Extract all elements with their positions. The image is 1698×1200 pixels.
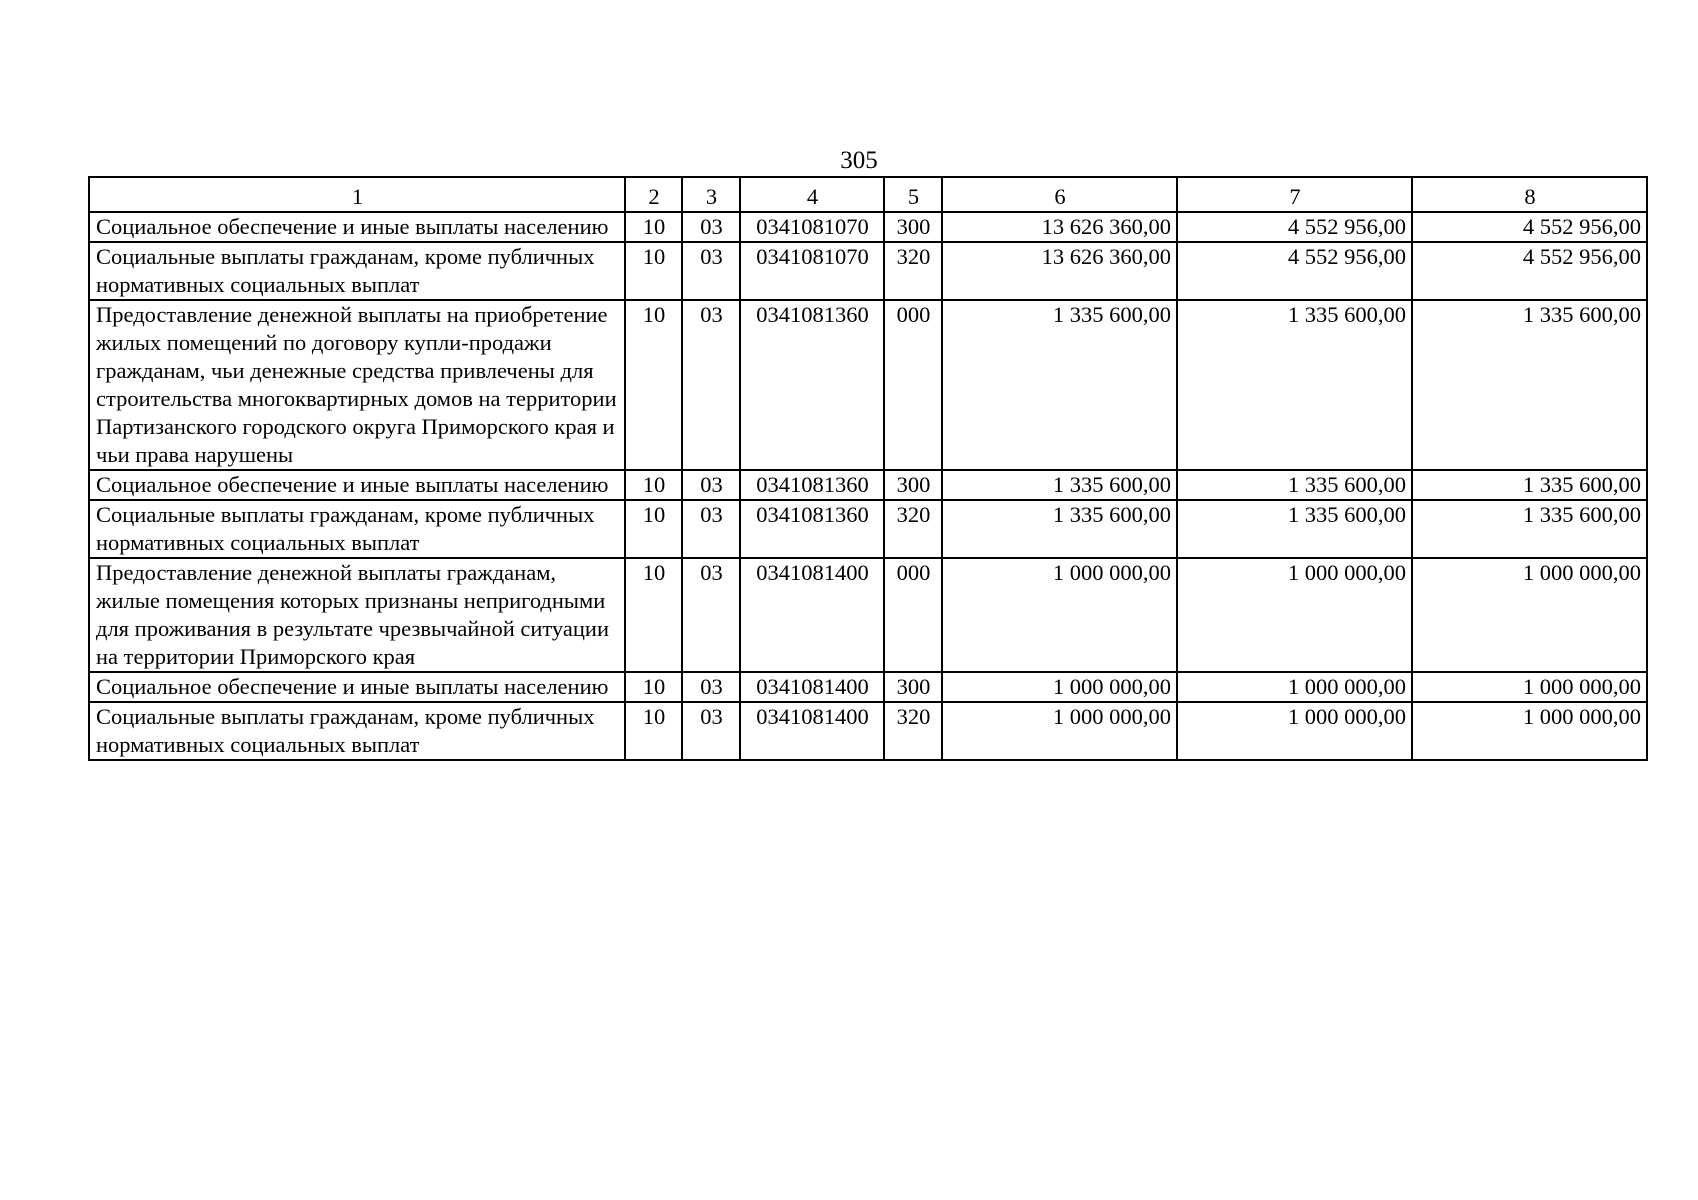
amount-col-6: 1 335 600,00 xyxy=(942,470,1177,500)
subsection-code: 03 xyxy=(682,300,740,470)
expense-name: Социальное обеспечение и иные выплаты населению xyxy=(89,672,625,702)
expense-type-code: 320 xyxy=(884,500,942,558)
target-article-code: 0341081360 xyxy=(740,470,884,500)
target-article-code: 0341081070 xyxy=(740,212,884,242)
table-row xyxy=(89,212,1647,242)
expense-name: Социальные выплаты гражданам, кроме публичных нормативных социальных выплат xyxy=(89,242,625,300)
section-code: 10 xyxy=(625,212,682,242)
expense-name: Предоставление денежной выплаты на приобретение жилых помещений по договору купли-продажи гражданам, чьи денежные средства привлечены для строительства многоквартирных домов на территории Партизанского городского округа Приморского края и чьи права нарушены xyxy=(89,300,625,470)
amount-col-6: 1 000 000,00 xyxy=(942,672,1177,702)
header-col-5: 5 xyxy=(884,177,942,212)
amount-col-6: 1 000 000,00 xyxy=(942,558,1177,672)
header-col-3: 3 xyxy=(682,177,740,212)
amount-col-6: 1 335 600,00 xyxy=(942,500,1177,558)
amount-col-7: 4 552 956,00 xyxy=(1177,212,1412,242)
expense-name: Социальные выплаты гражданам, кроме публичных нормативных социальных выплат xyxy=(89,500,625,558)
amount-col-8: 4 552 956,00 xyxy=(1412,242,1647,300)
section-code: 10 xyxy=(625,702,682,760)
expense-name: Предоставление денежной выплаты гражданам, жилые помещения которых признаны непригодными для проживания в результате чрезвычайной ситуации на территории Приморского края xyxy=(89,558,625,672)
amount-col-7: 1 335 600,00 xyxy=(1177,300,1412,470)
expense-type-code: 320 xyxy=(884,242,942,300)
expense-type-code: 000 xyxy=(884,300,942,470)
amount-col-8: 1 000 000,00 xyxy=(1412,702,1647,760)
header-col-4: 4 xyxy=(740,177,884,212)
section-code: 10 xyxy=(625,672,682,702)
subsection-code: 03 xyxy=(682,702,740,760)
amount-col-7: 1 335 600,00 xyxy=(1177,500,1412,558)
target-article-code: 0341081360 xyxy=(740,500,884,558)
amount-col-7: 1 000 000,00 xyxy=(1177,672,1412,702)
header-col-8: 8 xyxy=(1412,177,1647,212)
subsection-code: 03 xyxy=(682,672,740,702)
target-article-code: 0341081400 xyxy=(740,558,884,672)
expense-type-code: 320 xyxy=(884,702,942,760)
expense-name: Социальное обеспечение и иные выплаты населению xyxy=(89,212,625,242)
subsection-code: 03 xyxy=(682,558,740,672)
amount-col-6: 13 626 360,00 xyxy=(942,242,1177,300)
page-number: 305 xyxy=(840,147,878,174)
amount-col-7: 1 000 000,00 xyxy=(1177,702,1412,760)
table-row xyxy=(89,702,1647,760)
amount-col-8: 1 335 600,00 xyxy=(1412,300,1647,470)
header-col-1: 1 xyxy=(89,177,625,212)
subsection-code: 03 xyxy=(682,470,740,500)
expense-type-code: 300 xyxy=(884,212,942,242)
subsection-code: 03 xyxy=(682,242,740,300)
amount-col-8: 1 335 600,00 xyxy=(1412,500,1647,558)
header-col-7: 7 xyxy=(1177,177,1412,212)
amount-col-6: 13 626 360,00 xyxy=(942,212,1177,242)
amount-col-7: 1 000 000,00 xyxy=(1177,558,1412,672)
expense-type-code: 300 xyxy=(884,672,942,702)
amount-col-8: 1 335 600,00 xyxy=(1412,470,1647,500)
section-code: 10 xyxy=(625,500,682,558)
target-article-code: 0341081400 xyxy=(740,672,884,702)
header-col-6: 6 xyxy=(942,177,1177,212)
expense-name: Социальные выплаты гражданам, кроме публичных нормативных социальных выплат xyxy=(89,702,625,760)
section-code: 10 xyxy=(625,470,682,500)
amount-col-6: 1 000 000,00 xyxy=(942,702,1177,760)
subsection-code: 03 xyxy=(682,212,740,242)
table-row xyxy=(89,242,1647,300)
amount-col-8: 1 000 000,00 xyxy=(1412,672,1647,702)
table-row xyxy=(89,470,1647,500)
amount-col-7: 1 335 600,00 xyxy=(1177,470,1412,500)
amount-col-8: 4 552 956,00 xyxy=(1412,212,1647,242)
amount-col-7: 4 552 956,00 xyxy=(1177,242,1412,300)
table-row xyxy=(89,672,1647,702)
target-article-code: 0341081400 xyxy=(740,702,884,760)
target-article-code: 0341081070 xyxy=(740,242,884,300)
expense-type-code: 000 xyxy=(884,558,942,672)
amount-col-8: 1 000 000,00 xyxy=(1412,558,1647,672)
section-code: 10 xyxy=(625,242,682,300)
target-article-code: 0341081360 xyxy=(740,300,884,470)
table-row xyxy=(89,558,1647,672)
table-row xyxy=(89,300,1647,470)
table-row xyxy=(89,500,1647,558)
expense-name: Социальное обеспечение и иные выплаты населению xyxy=(89,470,625,500)
subsection-code: 03 xyxy=(682,500,740,558)
section-code: 10 xyxy=(625,558,682,672)
header-col-2: 2 xyxy=(625,177,682,212)
section-code: 10 xyxy=(625,300,682,470)
expense-type-code: 300 xyxy=(884,470,942,500)
table-header-row xyxy=(89,177,1647,212)
amount-col-6: 1 335 600,00 xyxy=(942,300,1177,470)
budget-table xyxy=(88,176,1648,761)
